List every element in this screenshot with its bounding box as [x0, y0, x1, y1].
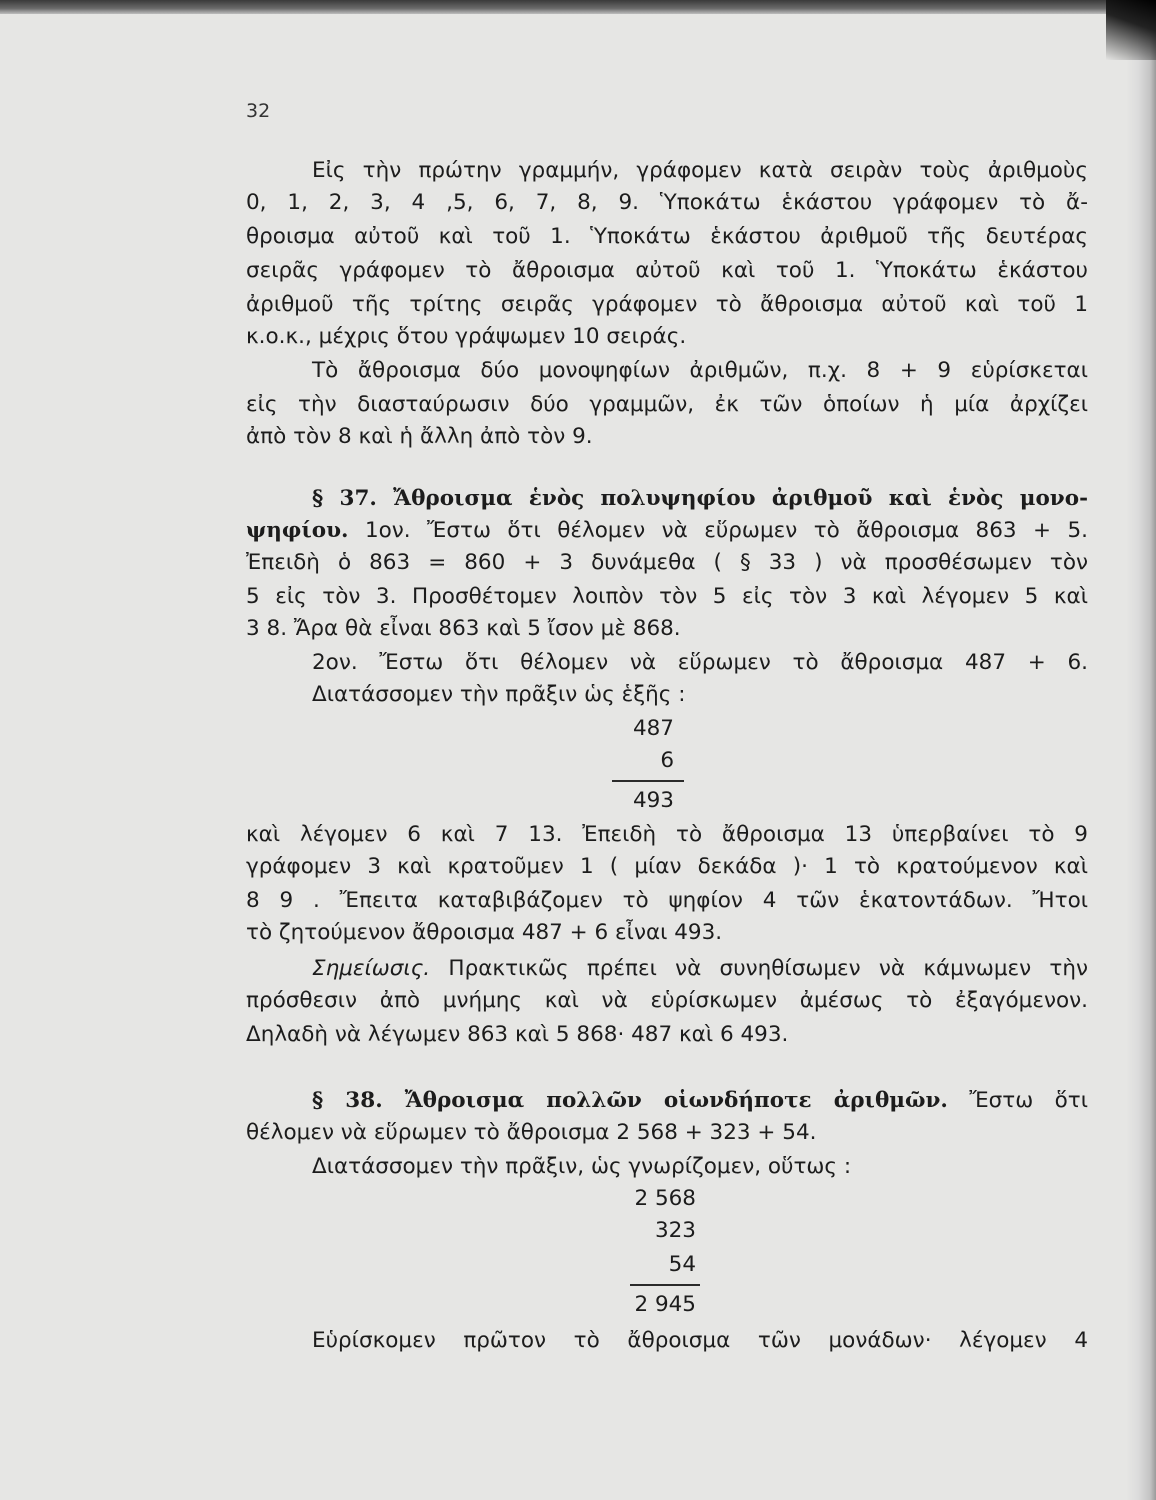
addition-result: 493 — [632, 788, 674, 813]
addition-operand: 2 568 — [634, 1186, 696, 1211]
section-38-heading: § 38. Ἄθροισμα πολλῶν οἱωνδήποτε ἀριθμῶν. — [312, 1088, 948, 1113]
text-line: 0, 1, 2, 3, 4 ,5, 6, 7, 8, 9. Ὑποκάτω ἑκάστου γράφομεν τὸ ἄ- — [246, 190, 1088, 215]
text-line: εἰς τὴν διασταύρωσιν δύο γραμμῶν, ἐκ τῶν ὁποίων ἡ μία ἀρχίζει — [246, 392, 1088, 417]
text-line — [246, 1086, 1088, 1116]
addition-rule — [612, 780, 684, 782]
text-line: ἀπὸ τὸν 8 καὶ ἡ ἄλλη ἀπὸ τὸν 9. — [246, 424, 593, 449]
section-37-heading-end: ψηφίου. — [246, 518, 349, 543]
text-line: Εἰς τὴν πρώτην γραμμήν, γράφομεν κατὰ σειρὰν τοὺς ἀριθμοὺς — [312, 158, 1088, 183]
addition-operand: 6 — [660, 748, 674, 773]
text-line — [246, 516, 1088, 546]
text-line: κ.ο.κ., μέχρις ὅτου γράψωμεν 10 σειράς. — [246, 324, 687, 349]
text-fragment: 1ον. Ἔστω ὅτι θέλομεν νὰ εὕρωμεν τὸ ἄθροισμα 863 + 5. — [364, 518, 1088, 543]
text-line: τὸ ζητούμενον ἄθροισμα 487 + 6 εἶναι 493. — [246, 920, 723, 945]
text-line: ἀριθμοῦ τῆς τρίτης σειρᾶς γράφομεν τὸ ἄθροισμα αὐτοῦ καὶ τοῦ 1 — [246, 292, 1088, 317]
text-line: Ἐπειδὴ ὁ 863 = 860 + 3 δυνάμεθα ( § 33 ) νὰ προσθέσωμεν τὸν — [246, 550, 1088, 575]
text-line: 8 9 . Ἔπειτα καταβιβάζομεν τὸ ψηφίον 4 τῶν ἑκατοντάδων. Ἤτοι — [246, 888, 1088, 913]
text-line: Εὑρίσκομεν πρῶτον τὸ ἄθροισμα τῶν μονάδων· λέγομεν 4 — [312, 1328, 1088, 1353]
scan-corner-shadow — [1106, 0, 1156, 60]
addition-operand: 487 — [632, 716, 674, 741]
text-line: θέλομεν νὰ εὕρωμεν τὸ ἄθροισμα 2 568 + 323 + 54. — [246, 1120, 817, 1145]
text-fragment: Ἔστω ὅτι — [969, 1088, 1088, 1113]
text-line: θροισμα αὐτοῦ καὶ τοῦ 1. Ὑποκάτω ἑκάστου ἀριθμοῦ τῆς δευτέρας — [246, 224, 1088, 249]
text-line: Διατάσσομεν τὴν πρᾶξιν, ὡς γνωρίζομεν, οὕτως : — [312, 1154, 852, 1179]
text-line: 2ον. Ἔστω ὅτι θέλομεν νὰ εὕρωμεν τὸ ἄθροισμα 487 + 6. — [312, 650, 1088, 675]
text-line — [246, 954, 1088, 984]
text-line: 3 8. Ἄρα θὰ εἶναι 863 καὶ 5 ἴσον μὲ 868. — [246, 616, 681, 641]
addition-operand: 54 — [668, 1252, 696, 1277]
scan-top-edge — [0, 0, 1156, 14]
addition-result: 2 945 — [634, 1292, 696, 1317]
section-37-heading: § 37. Ἄθροισμα ἑνὸς πολυψηφίου ἀριθμοῦ καὶ ἑνὸς μονο- — [312, 486, 1088, 511]
text-line: Διατάσσομεν τὴν πρᾶξιν ὡς ἑξῆς : — [312, 682, 686, 707]
text-line: σειρᾶς γράφομεν τὸ ἄθροισμα αὐτοῦ καὶ τοῦ 1. Ὑποκάτω ἑκάστου — [246, 258, 1088, 283]
text-fragment: Πρακτικῶς πρέπει νὰ συνηθίσωμεν νὰ κάμνωμεν τὴν — [448, 956, 1088, 981]
text-line: Τὸ ἄθροισμα δύο μονοψηφίων ἀριθμῶν, π.χ. 8 + 9 εὑρίσκεται — [312, 358, 1088, 383]
scan-right-edge — [1126, 0, 1156, 1500]
addition-operand: 323 — [654, 1218, 696, 1243]
text-line: γράφομεν 3 καὶ κρατοῦμεν 1 ( μίαν δεκάδα )· 1 τὸ κρατούμενον καὶ — [246, 854, 1088, 879]
text-line: πρόσθεσιν ἀπὸ μνήμης καὶ νὰ εὑρίσκωμεν ἀμέσως τὸ ἐξαγόμενον. — [246, 988, 1088, 1013]
page-number: 32 — [246, 100, 271, 122]
text-line: καὶ λέγομεν 6 καὶ 7 13. Ἐπειδὴ τὸ ἄθροισμα 13 ὑπερβαίνει τὸ 9 — [246, 822, 1088, 847]
text-line: 5 εἰς τὸν 3. Προσθέτομεν λοιπὸν τὸν 5 εἰς τὸν 3 καὶ λέγομεν 5 καὶ — [246, 584, 1088, 609]
addition-rule — [630, 1284, 700, 1286]
text-line: Δηλαδὴ νὰ λέγωμεν 863 καὶ 5 868· 487 καὶ 6 493. — [246, 1022, 789, 1047]
note-label: Σημείωσις. — [312, 956, 431, 981]
